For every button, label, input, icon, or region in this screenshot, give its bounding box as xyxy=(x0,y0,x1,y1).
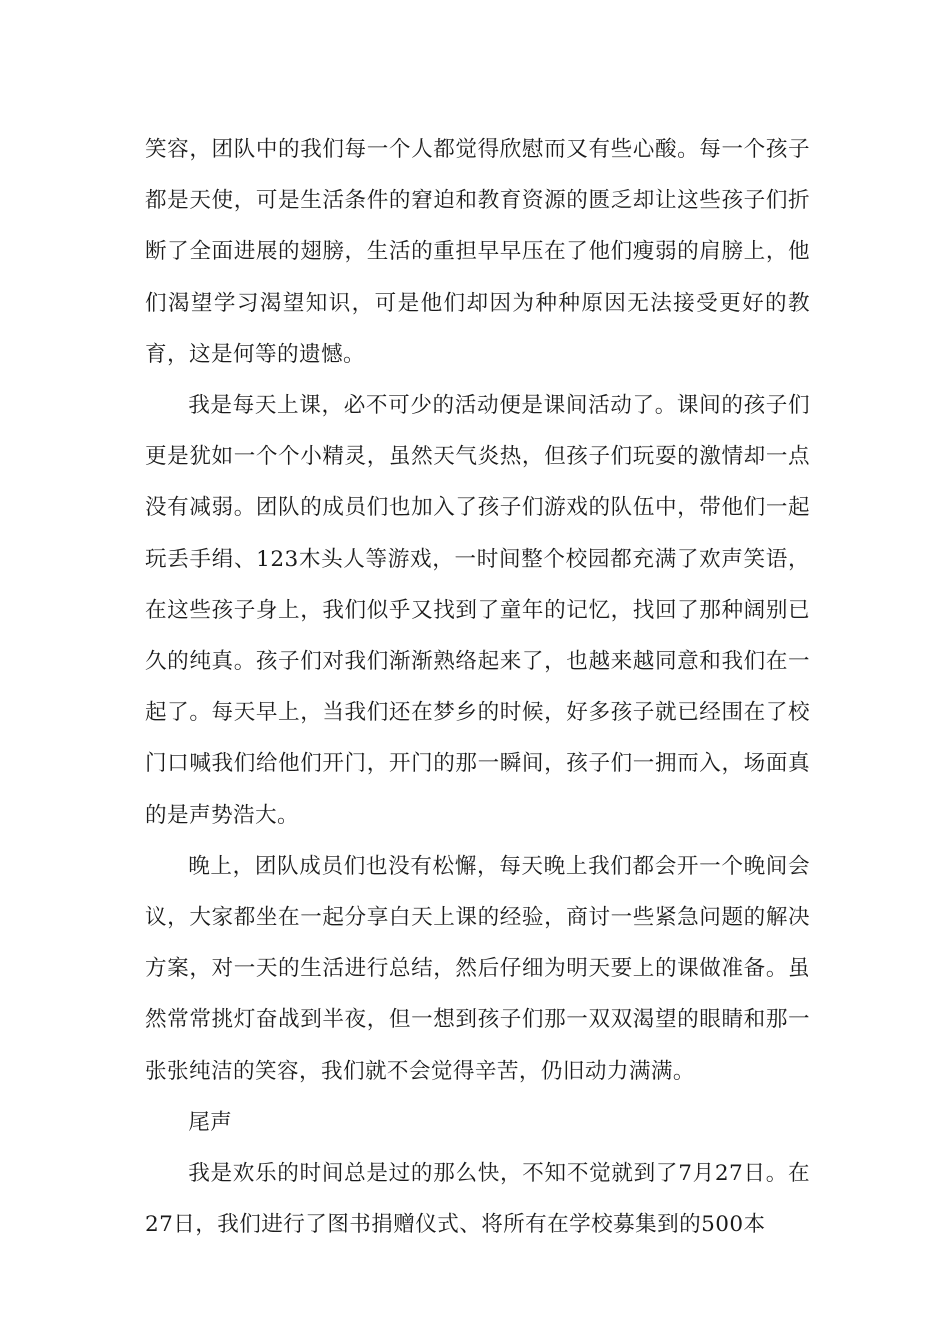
paragraph-3: 晚上，团队成员们也没有松懈，每天晚上我们都会开一个晚间会议，大家都坐在一起分享白天上课的经验，商讨一些紧急问题的解决方案，对一天的生活进行总结，然后仔细为明天要上的课做准备。虽然常常挑灯奋战到半夜，但一想到孩子们那一双双渴望的眼睛和那一张张纯洁的笑容，我们就不会觉得辛苦，仍旧动力满满。 xyxy=(145,853,810,1084)
section-heading: 尾声 xyxy=(188,1109,233,1135)
paragraph-2: 我是每天上课，必不可少的活动便是课间活动了。课间的孩子们更是犹如一个个小精灵，虽然天气炎热，但孩子们玩耍的激情却一点没有减弱。团队的成员们也加入了孩子们游戏的队伍中，带他们一起玩丢手绢、123木头人等游戏，一时间整个校园都充满了欢声笑语，在这些孩子身上，我们似乎又找到了童年的记忆，找回了那种阔别已久的纯真。孩子们对我们渐渐熟络起来了，也越来越同意和我们在一起了。每天早上，当我们还在梦乡的时候，好多孩子就已经围在了校门口喊我们给他们开门，开门的那一瞬间，孩子们一拥而入，场面真的是声势浩大。 xyxy=(145,393,810,828)
paragraph-1: 笑容，团队中的我们每一个人都觉得欣慰而又有些心酸。每一个孩子都是天使，可是生活条件的窘迫和教育资源的匮乏却让这些孩子们折断了全面进展的翅膀，生活的重担早早压在了他们瘦弱的肩膀上，他们渴望学习渴望知识，可是他们却因为种种原因无法接受更好的教育，这是何等的遗憾。 xyxy=(145,137,810,367)
document-body xyxy=(145,124,810,1250)
closing-paragraph: 我是欢乐的时间总是过的那么快，不知不觉就到了7月27日。在27日，我们进行了图书捐赠仪式、将所有在学校募集到的500本 xyxy=(145,1161,810,1238)
